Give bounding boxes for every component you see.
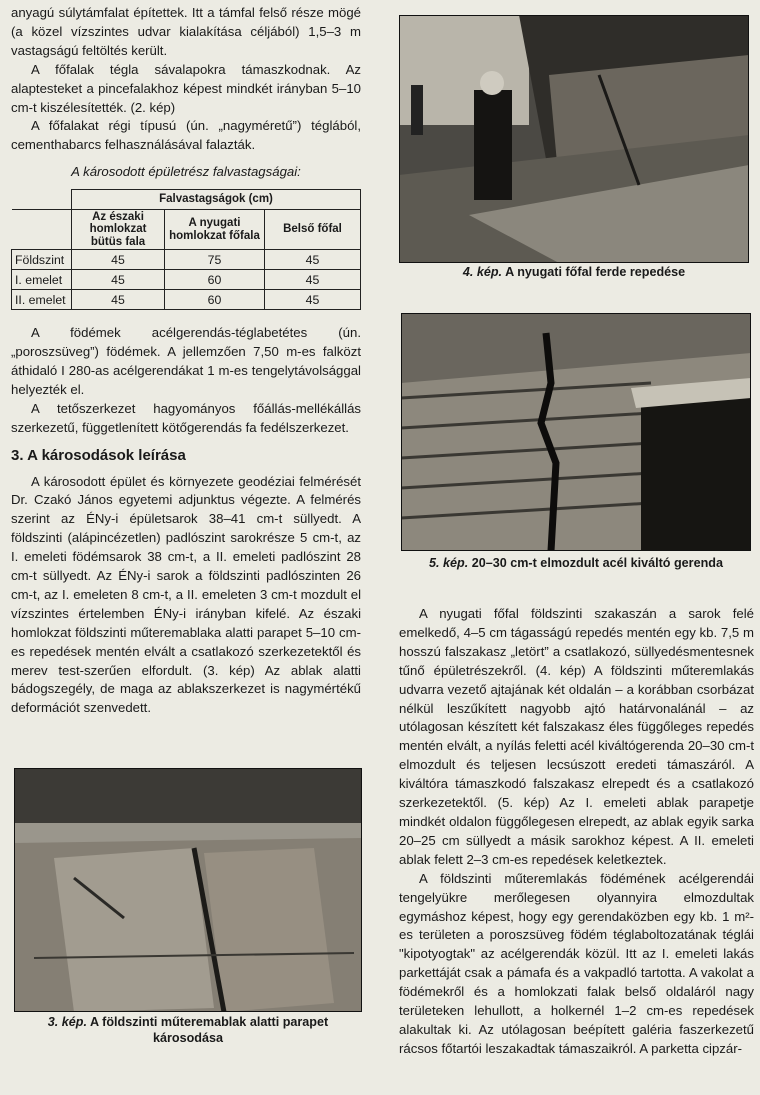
photo-5-caption-number: 5. kép. <box>429 556 469 570</box>
photo-3-caption <box>14 1015 362 1046</box>
table-cell: 75 <box>165 250 265 270</box>
intro-paragraph-2: A főfalak tégla sávalapokra támaszkodnak. Az alaptesteket a pincefalakhoz képest mindkét irányban 5–10 cm-t kiszélesítették. (2. kép) <box>11 61 361 115</box>
photo-3-parapet <box>14 768 362 1012</box>
table-cell: 45 <box>72 250 165 270</box>
table-column-header: Belső főfal <box>265 210 361 250</box>
floor-damage-paragraph: A földszinti műteremlakás födémének acélgerendái tengelyükre merőlegesen olyannyira elmozdultak egymáshoz képest, hogy egy gerendaközben egy kb. 1 m²-es területen a poroszsüveg födém téglaboltozatának téglái "kipotyogtak" az acélgerendák közül. Itt az I. emeleti lakás parkettáját csak a pámafa és a vakpadló tartotta. A vakolat a födémekről és a homlokzati falak belső oldaláról nagy területeken lehullott, a holkernél 1–2 cm-es repedések alakultak ki. Az utólagosan beépített galéria faszerkezetű rácsos főtartói leszakadtak támaszaikról. A parketta cipzár- <box>399 870 754 1056</box>
west-wall-paragraph: A nyugati főfal földszinti szakaszán a sarok felé emelkedő, 4–5 cm tágasságú repedés mentén egy kb. 7,5 m hosszú falszakasz „letört” a csatlakozó, süllyedésmentesnek tűnő épületrészekről. (4. kép) A földszinti műteremlakás udvarra vezető ajtajának két oldalán – a korábban csorbázat nélkül leszűkített nagyobb ajtó határvonalánál – az utólagosan készített két falszakasz éles függőleges repedés mentén elvált, a nyílás feletti acél kiváltógerenda 20–30 cm-t elmozdult és teljesen lecsúszott eredeti támaszáról. A kiváltóra támaszkodó falszakasz elrepedt és a csatlakozó szerkezetektől. (5. kép) Az I. emeleti ablak parapetje mindkét oldalon függőlegesen elrepedt, az ablak egyik sarka 20–25 cm süllyedt a másik sarokhoz képest. A II. emeleti ablak felett 2–3 cm-es repedések keletkeztek. <box>399 606 754 867</box>
intro-paragraph-1: anyagú súlytámfalat építettek. Itt a támfal felső része mögé (a közel vízszintes udvar kialakítása céljából) 1,5–3 m vastagságú feltöltés került. <box>11 5 361 58</box>
table-row-label: Földszint <box>12 250 72 270</box>
table-caption: A károsodott épületrész falvastagságai: <box>71 164 301 180</box>
photo-3-caption-text: A földszinti műteremablak alatti parapet károsodása <box>90 1015 329 1045</box>
photo-3-caption-number: 3. kép. <box>47 1015 87 1029</box>
table-corner-2 <box>12 210 72 250</box>
table-row <box>12 250 361 270</box>
table-cell: 45 <box>265 250 361 270</box>
intro-paragraph-3: A főfalakat régi típusú (ún. „nagyméretű”) téglából, cementhabarcs felhasználásával falazták. <box>11 118 361 153</box>
table-row <box>12 290 361 310</box>
floor-paragraph: A födémek acélgerendás-téglabetétes (ún. „poroszsüveg”) födémek. A jellemzően 7,50 m-es falközt áthidaló I 280-as acélgerendákat 1 m-es tengelytávolsággal helyezték el. <box>11 325 361 397</box>
photo-3-image <box>14 768 362 1012</box>
table-cell: 45 <box>265 270 361 290</box>
table-row-label: II. emelet <box>12 290 72 310</box>
photo-4-caption-number: 4. kép. <box>462 265 503 279</box>
section-title: 3. A károsodások leírása <box>11 446 186 464</box>
table-cell: 60 <box>165 270 265 290</box>
table-column-header: Az északi homlokzat bütüs fala <box>72 210 165 250</box>
table-cell: 45 <box>72 270 165 290</box>
table-cell: 45 <box>265 290 361 310</box>
roof-paragraph: A tetőszerkezet hagyományos főállás-mellékállás szerkezetű, függetlenített kötőgerendás fa fedélszerkezet. <box>11 400 361 435</box>
photo-5-caption <box>401 556 751 572</box>
table-corner <box>12 190 72 210</box>
right-column-text <box>399 605 754 1059</box>
table-row <box>12 270 361 290</box>
damage-paragraph: A károsodott épület és környezete geodéziai felmérését Dr. Czakó János egyetemi adjunktus végezte. A felmérés szerint az ÉNy-i épületsarok 38–41 cm-t süllyedt. A földszinti (alápincézetlen) padlószint sarokrésze 5 cm-t, az I. emeleti födémsarok 38 cm-t, a II. emeleti padlószint 28 cm-t süllyedt. Az ÉNy-i sarok a földszinti padlószinten 26 cm-t, az I. emeleten 8 cm-t, a II. emeleten 3 cm-t mozdult el vízszintes értelemben ÉNy-i irányban kifelé. Az északi homlokzat földszinti műteremablaka alatti parapet 5–10 cm-es repedések mentén elvált a csatlakozó szerkezetektől és merev test-szerűen elfordult. (3. kép) Az ablak alatti bádogszegély, de maga az ablakszerkezet is nagymértékű deformációt szenvedett. <box>11 473 361 716</box>
left-column <box>11 4 361 718</box>
photo-5-image <box>401 313 751 551</box>
table-cell: 60 <box>165 290 265 310</box>
wall-thickness-table <box>11 189 361 310</box>
photo-4-caption <box>399 265 749 281</box>
table-row-label: I. emelet <box>12 270 72 290</box>
table-column-header: A nyugati homlokzat főfala <box>165 210 265 250</box>
photo-4-caption-text: A nyugati főfal ferde repedése <box>505 265 686 279</box>
photo-4-west-wall <box>399 15 749 263</box>
table-cell: 45 <box>72 290 165 310</box>
photo-5-caption-text: 20–30 cm-t elmozdult acél kiváltó gerenda <box>471 556 723 570</box>
photo-4-image <box>399 15 749 263</box>
table-group-header: Falvastagságok (cm) <box>72 190 361 210</box>
photo-5-steel-beam <box>401 313 751 551</box>
